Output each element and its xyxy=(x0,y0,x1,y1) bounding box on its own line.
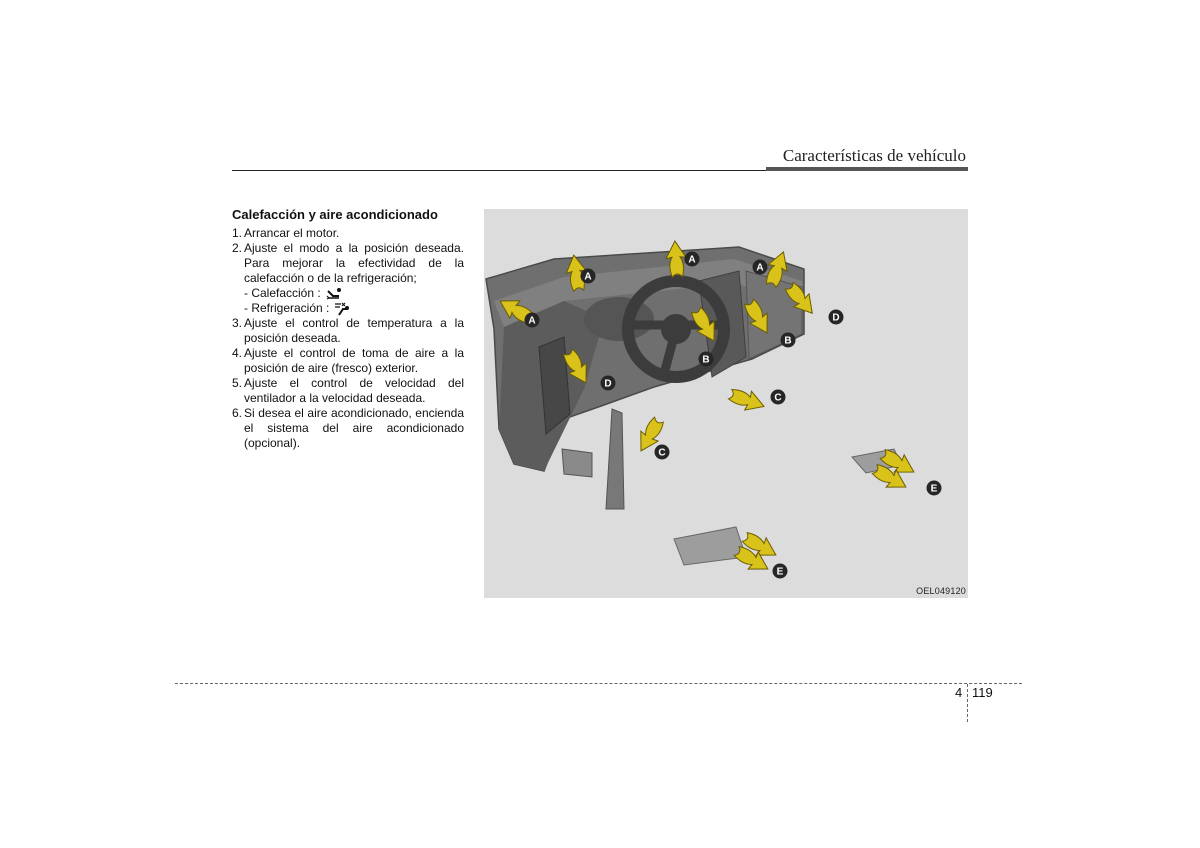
header-rule-accent xyxy=(766,167,968,171)
vent-label-text: A xyxy=(756,262,764,274)
vent-label xyxy=(753,260,768,275)
section-title: Características de vehículo xyxy=(782,146,966,165)
vent-label-text: D xyxy=(832,312,840,324)
vent-label xyxy=(601,376,616,391)
vent-label-text: B xyxy=(784,335,792,347)
header-rule xyxy=(232,170,766,171)
step-text: Arrancar el motor. xyxy=(244,226,340,240)
step-number: 2. xyxy=(232,241,243,255)
step-number: 4. xyxy=(232,346,243,360)
airflow-arrow-icon xyxy=(727,385,768,416)
vent-label xyxy=(685,252,700,267)
vent-label xyxy=(773,564,788,579)
step-number: 1. xyxy=(232,226,243,240)
vent-label-text: C xyxy=(774,392,782,404)
list-item xyxy=(232,346,464,376)
list-item xyxy=(232,316,464,346)
vent-label xyxy=(829,310,844,325)
dashboard-airflow-figure xyxy=(484,209,968,598)
dashboard-illustration xyxy=(484,209,968,598)
instruction-list xyxy=(232,226,464,451)
page-number: 119 xyxy=(972,685,993,700)
footer-divider xyxy=(967,684,968,722)
list-item xyxy=(232,226,464,241)
step-number: 5. xyxy=(232,376,243,390)
list-item xyxy=(232,376,464,406)
vent-label xyxy=(525,313,540,328)
vent-label xyxy=(927,481,942,496)
mode-label: - Calefacción : xyxy=(244,286,321,300)
vent-label-text: C xyxy=(658,447,666,459)
vent-label-text: A xyxy=(688,254,696,266)
footer-rule xyxy=(175,683,1022,684)
mode-label: - Refrigeración : xyxy=(244,301,330,315)
step-text: Ajuste el control de velocidad del ventilador a la velocidad deseada. xyxy=(244,376,464,405)
list-item xyxy=(232,241,464,316)
cooling-mode-icon xyxy=(333,302,353,316)
vent-label-text: D xyxy=(604,378,612,390)
step-text: Ajuste el modo a la posición deseada. Para mejorar la efectividad de la calefacción o de la refrigeración; xyxy=(244,241,464,285)
step-number: 6. xyxy=(232,406,243,420)
vent-label-text: A xyxy=(584,271,592,283)
step-text: Ajuste el control de toma de aire a la posición de aire (fresco) exterior. xyxy=(244,346,464,375)
vent-label xyxy=(655,445,670,460)
mode-option-cooling xyxy=(244,301,464,316)
vent-label-text: E xyxy=(930,483,938,495)
vent-label xyxy=(581,269,596,284)
section-heading: Calefacción y aire acondicionado xyxy=(232,207,438,222)
list-item xyxy=(232,406,464,451)
chapter-number: 4 xyxy=(955,685,963,700)
step-text: Ajuste el control de temperatura a la posición deseada. xyxy=(244,316,464,345)
vent-label-text: E xyxy=(776,566,784,578)
step-number: 3. xyxy=(232,316,243,330)
mode-option-heating xyxy=(244,286,464,301)
heating-mode-icon xyxy=(325,287,345,301)
vent-label xyxy=(781,333,796,348)
figure-code: OEL049120 xyxy=(916,586,966,596)
vent-label-text: A xyxy=(528,315,536,327)
vent-label-text: B xyxy=(702,354,710,366)
vent-label xyxy=(771,390,786,405)
step-text: Si desea el aire acondicionado, encienda el sistema del aire acondicionado (opcional). xyxy=(244,406,464,450)
vent-label xyxy=(699,352,714,367)
